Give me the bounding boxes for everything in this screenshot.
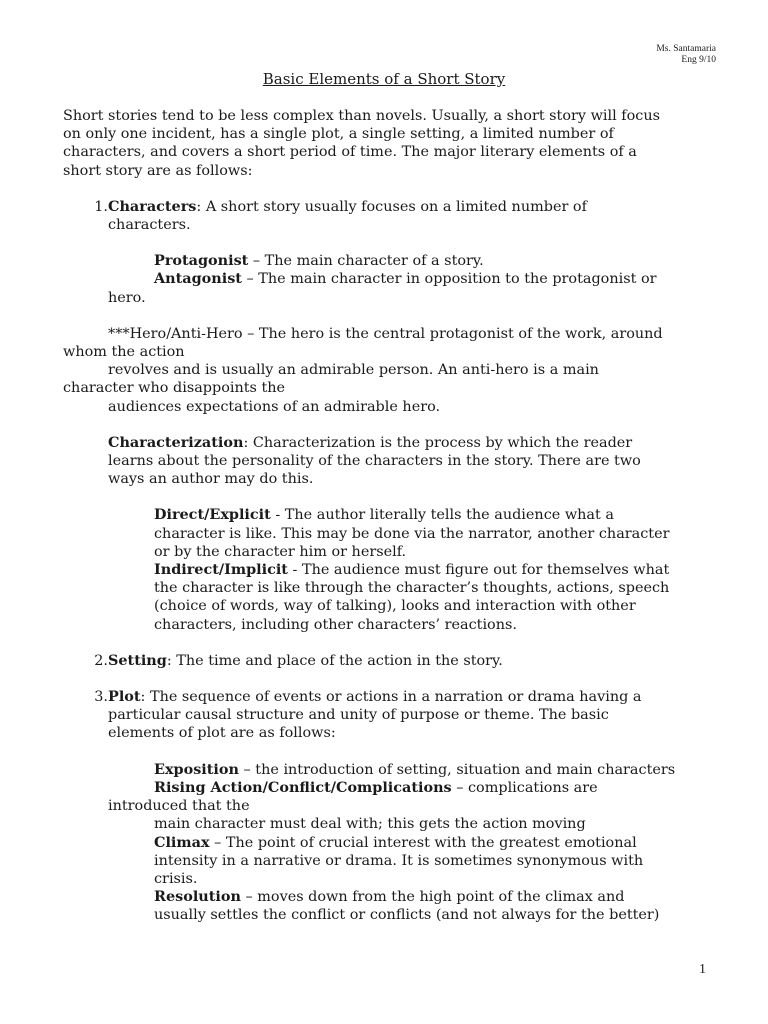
intro-line: characters, and covers a short period of time. The major literary elements of a bbox=[63, 144, 637, 161]
intro-line: on only one incident, has a single plot, a single setting, a limited number of bbox=[63, 126, 614, 143]
definition: : The sequence of events or actions in a narration or drama having a bbox=[140, 689, 642, 706]
term: Exposition bbox=[154, 760, 239, 778]
definition-line: (choice of words, way of talking), looks and interaction with other bbox=[154, 598, 636, 615]
section-plot bbox=[63, 688, 723, 706]
protagonist-entry bbox=[63, 252, 723, 270]
definition-line: revolves and is usually an admirable person. An anti-hero is a main bbox=[108, 362, 599, 379]
definition-line: the character is like through the character’s thoughts, actions, speech bbox=[154, 580, 670, 597]
term: Plot bbox=[108, 688, 141, 706]
term: Rising Action/Conflict/Complications bbox=[154, 778, 452, 796]
term: Resolution bbox=[154, 888, 241, 906]
definition: – moves down from the high point of the climax and bbox=[240, 889, 625, 906]
term: Indirect/Implicit bbox=[154, 561, 288, 579]
definition-line: particular causal structure and unity of purpose or theme. The basic bbox=[108, 707, 609, 724]
definition-line: audiences expectations of an admirable hero. bbox=[108, 398, 441, 415]
definition: - The audience must figure out for themselves what bbox=[287, 562, 670, 579]
list-number: 2. bbox=[94, 652, 108, 669]
definition-line: intensity in a narrative or drama. It is sometimes synonymous with bbox=[154, 852, 644, 869]
page-title: Basic Elements of a Short Story bbox=[262, 70, 506, 88]
section-setting bbox=[63, 652, 723, 670]
definition: : A short story usually focuses on a limited number of bbox=[196, 198, 587, 215]
definition-line: main character must deal with; this gets the action moving bbox=[154, 816, 586, 833]
intro-line: Short stories tend to be less complex than novels. Usually, a short story will focus bbox=[63, 108, 660, 124]
hero-entry bbox=[63, 325, 723, 343]
climax-entry bbox=[63, 834, 723, 852]
definition-line: characters, including other characters’ reactions. bbox=[154, 616, 517, 633]
term: Direct/Explicit bbox=[154, 506, 271, 524]
term: ***Hero/Anti-Hero bbox=[108, 325, 243, 342]
page-number: 1 bbox=[699, 962, 706, 977]
definition-line: elements of plot are as follows: bbox=[108, 725, 336, 742]
term: Protagonist bbox=[154, 252, 249, 270]
class-name: Eng 9/10 bbox=[681, 55, 716, 65]
resolution-entry bbox=[63, 888, 723, 906]
definition-line: characters. bbox=[108, 217, 191, 234]
definition: – The point of crucial interest with the greatest emotional bbox=[209, 834, 637, 851]
term: Antagonist bbox=[154, 270, 242, 288]
term: Characters bbox=[108, 197, 197, 215]
document-body bbox=[63, 107, 723, 925]
definition-line: crisis. bbox=[154, 870, 198, 887]
list-number: 1. bbox=[94, 198, 108, 215]
antagonist-entry bbox=[63, 270, 723, 288]
term: Characterization bbox=[108, 433, 244, 451]
definition: : Characterization is the process by which the reader bbox=[243, 434, 633, 451]
definition: - The author literally tells the audience what a bbox=[270, 507, 614, 524]
document-header bbox=[656, 44, 716, 66]
definition: – complications are bbox=[451, 779, 598, 796]
definition: : The time and place of the action in the story. bbox=[166, 652, 503, 669]
definition: – The main character of a story. bbox=[248, 253, 484, 270]
definition-line: hero. bbox=[108, 289, 146, 306]
definition: – The main character in opposition to the protagonist or bbox=[241, 271, 657, 288]
term: Climax bbox=[154, 833, 210, 851]
exposition-entry bbox=[63, 761, 723, 779]
intro-line: short story are as follows: bbox=[63, 162, 253, 179]
definition-line: ways an author may do this. bbox=[108, 471, 314, 488]
direct-entry bbox=[63, 506, 723, 524]
definition-line: or by the character him or herself. bbox=[154, 543, 407, 560]
definition: – The hero is the central protagonist of the work, around bbox=[242, 325, 663, 342]
section-characters bbox=[63, 198, 723, 216]
characterization-entry bbox=[63, 434, 723, 452]
definition-line: character is like. This may be done via the narrator, another character bbox=[154, 525, 670, 542]
rising-action-entry bbox=[63, 779, 723, 797]
definition-line: character who disappoints the bbox=[63, 380, 286, 397]
definition: – the introduction of setting, situation and main characters bbox=[238, 761, 676, 778]
definition-line: learns about the personality of the characters in the story. There are two bbox=[108, 453, 641, 470]
list-number: 3. bbox=[94, 689, 108, 706]
definition-line: introduced that the bbox=[108, 798, 250, 815]
teacher-name: Ms. Santamaria bbox=[656, 44, 716, 54]
definition-line: usually settles the conflict or conflicts (and not always for the better) bbox=[154, 907, 660, 924]
definition-line: whom the action bbox=[63, 344, 185, 361]
term: Setting bbox=[108, 651, 167, 669]
indirect-entry bbox=[63, 561, 723, 579]
